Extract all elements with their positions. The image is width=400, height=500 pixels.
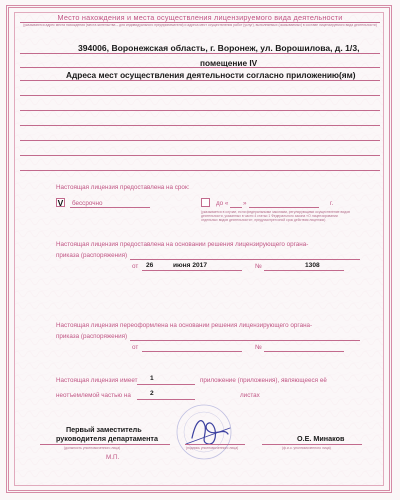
grant-number: 1308 <box>305 262 320 269</box>
signature-scribble-icon <box>172 398 242 463</box>
signer-position-line-1: Первый заместитель <box>66 425 142 434</box>
grant-date-underline <box>142 270 242 271</box>
signer-name-note: (ф.и.о. уполномоченного лица) <box>282 446 331 450</box>
appendix-count: 1 <box>150 375 154 382</box>
indefinite-checkbox[interactable]: V <box>57 198 64 208</box>
grant-day: 26 <box>146 262 154 269</box>
header-title: Место нахождения и места осуществления лицензируемого вида деятельности <box>57 13 343 22</box>
address-underline-9 <box>20 170 380 171</box>
signer-position-note: (должность уполномоченного лица) <box>64 446 121 450</box>
address-line-3: Адреса мест осуществления деятельности согласно приложению(ям) <box>66 70 356 80</box>
signer-position-line-2: руководителя департамента <box>56 434 158 443</box>
until-quote-close: » <box>243 200 247 207</box>
appendix-line-1-suffix: приложение (приложения), являющееся её <box>200 377 327 384</box>
address-line-2: помещение IV <box>200 58 258 68</box>
reissue-date-underline <box>142 351 242 352</box>
signer-position-underline <box>40 444 170 445</box>
grant-number-label: № <box>255 263 262 270</box>
address-underline-2 <box>20 67 380 68</box>
reissue-line-2-underline <box>130 340 360 341</box>
indefinite-label: бессрочно <box>72 200 103 207</box>
appendix-line-1-prefix: Настоящая лицензия имеет <box>56 377 138 384</box>
appendix-line-2-suffix: листах <box>240 392 260 399</box>
signer-name: О.Е. Минаков <box>297 434 345 443</box>
term-note: (указывается в случае, если федеральными законами, регулирующими осуществление видов деятельности, указанных в части 4 статьи 1 Федерального закона «О лицензировании отдельных видов деятельности», предусмотрен иной срок действия лицензии) <box>201 210 350 223</box>
grant-line-2-underline <box>130 259 360 260</box>
grant-month-year: июня 2017 <box>173 262 208 269</box>
reissue-line-1: Настоящая лицензия переоформлена на основании решения лицензирующего органа- <box>56 322 313 329</box>
grant-line-1: Настоящая лицензия предоставлена на основании решения лицензирующего органа- <box>56 241 309 248</box>
reissue-number-underline <box>264 351 344 352</box>
grant-line-2: приказа (распоряжения) <box>56 252 128 259</box>
address-underline-8 <box>20 155 380 156</box>
reissue-from-label: от <box>132 344 139 351</box>
until-day-underline <box>230 207 242 208</box>
until-date-checkbox[interactable] <box>201 198 210 207</box>
until-month-underline <box>249 207 319 208</box>
header-note: (указываются адрес места нахождения (места жительства – для индивидуального предпринимателя) и адреса мест осуществления работ (услуг), выполняемых (оказываемых) в составе лицензируемого вида деятельности) <box>23 23 377 27</box>
signature-underline <box>185 444 245 445</box>
address-underline-7 <box>20 140 380 141</box>
until-year-suffix: г. <box>330 200 334 207</box>
indefinite-underline <box>70 207 150 208</box>
address-underline-5 <box>20 110 380 111</box>
stamp-and-signature <box>172 398 242 463</box>
appendix-sheets: 2 <box>150 390 154 397</box>
address-underline-6 <box>20 125 380 126</box>
term-label: Настоящая лицензия предоставлена на срок: <box>56 184 190 191</box>
signature-note: (подпись уполномоченного лица) <box>186 446 239 450</box>
appendix-line-2-prefix: неотъемлемой частью на <box>56 392 131 399</box>
reissue-number-label: № <box>255 344 262 351</box>
until-prefix: до « <box>216 200 229 207</box>
address-line-1: 394006, Воронежская область, г. Воронеж, ул. Ворошилова, д. 1/3, <box>78 43 360 53</box>
stamp-place-label: М.П. <box>106 454 120 461</box>
address-underline-1 <box>20 53 380 54</box>
address-underline-3 <box>20 80 380 81</box>
reissue-line-2: приказа (распоряжения) <box>56 333 128 340</box>
grant-number-underline <box>264 270 344 271</box>
appendix-count-underline <box>137 384 195 385</box>
grant-from-label: от <box>132 263 139 270</box>
address-underline-4 <box>20 95 380 96</box>
signer-name-underline <box>262 444 362 445</box>
